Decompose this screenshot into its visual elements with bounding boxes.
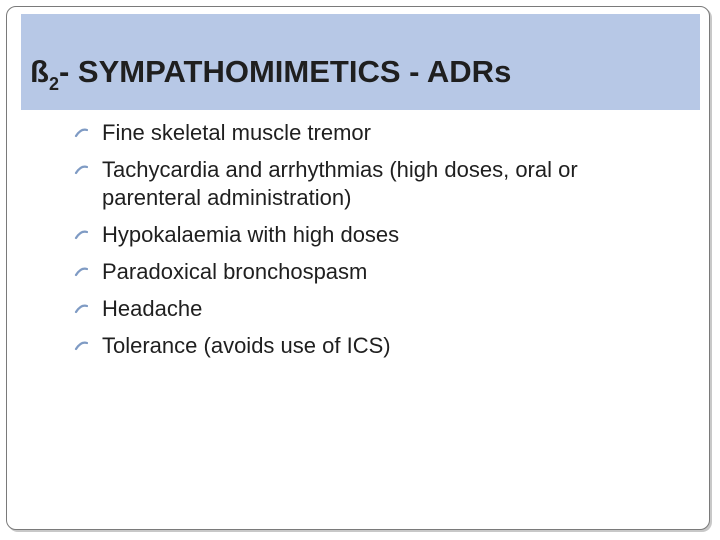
bullet-arc-icon (74, 339, 88, 353)
bullet-list (78, 119, 698, 369)
bullet-item (78, 295, 698, 323)
bullet-arc-icon (74, 265, 88, 279)
bullet-text: Tachycardia and arrhythmias (high doses, oral or (102, 157, 578, 182)
bullet-arc-icon (74, 126, 88, 140)
title-prefix: ß (30, 54, 49, 89)
bullet-text: Paradoxical bronchospasm (102, 259, 368, 284)
title-subscript: 2 (48, 74, 59, 94)
bullet-text: Hypokalaemia with high doses (102, 222, 400, 247)
bullet-text-continuation: parenteral administration) (102, 185, 352, 210)
title-rest: - SYMPATHOMIMETICS - ADRs (58, 54, 512, 89)
bullet-arc-icon (74, 228, 88, 242)
bullet-item (78, 221, 698, 249)
bullet-text: Fine skeletal muscle tremor (102, 120, 371, 145)
bullet-item (78, 119, 698, 147)
bullet-item (78, 332, 698, 360)
bullet-item (78, 156, 698, 212)
bullet-arc-icon (74, 163, 88, 177)
bullet-text: Tolerance (avoids use of ICS) (102, 333, 391, 358)
slide-title (30, 54, 512, 94)
bullet-text: Headache (102, 296, 203, 321)
bullet-arc-icon (74, 302, 88, 316)
bullet-item (78, 258, 698, 286)
